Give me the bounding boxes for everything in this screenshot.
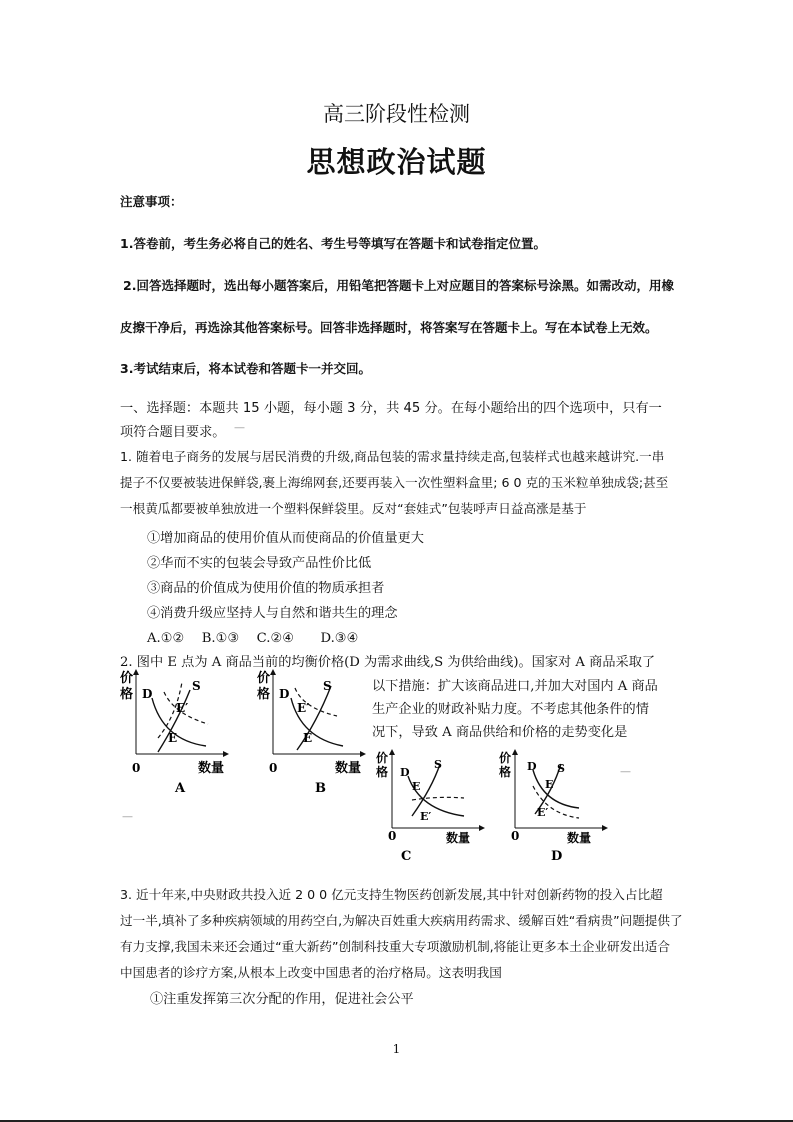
graph-b [255,668,371,796]
page-number: 1 [392,1042,401,1056]
price-label-1: 价 [499,751,512,765]
demand-curve [533,770,579,808]
demand-label: D [142,687,153,701]
price-label-2: 格 [257,687,271,702]
q1-line-1: 1. 随着电子商务的发展与居民消费的升级,商品包装的需求量持续走高,包装样式也越来越讲究.一串 [120,449,665,464]
q3-line-3: 有力支撑,我国未来还会通过“重大新药”创制科技重大专项激励机制,将能让更多本土企业研发出适合 [120,939,670,954]
graph-b-label: B [315,781,326,796]
graph-c-label: C [401,849,412,864]
q3-line-2: 过一半,填补了多种疾病领域的用药空白,为解决百姓重大疾病用药需求、缓解百姓“看病贵”问题提供了 [120,913,683,928]
eq-label: E [412,780,421,793]
quantity-label: 数量 [335,761,362,776]
demand-label: D [527,760,537,773]
supply-label: S [192,679,201,693]
q3-option-1: ①注重发挥第三次分配的作用，促进社会公平 [150,992,414,1007]
section-heading: 一、选择题：本题共 15 小题，每小题 3 分，共 45 分。在每小题给出的四个选项中，只有一 [120,401,662,416]
notes-heading: 注意事项： [120,194,183,209]
eq-new-label: E′ [297,701,310,715]
price-label-2: 格 [376,765,389,779]
note-item-2: 2.回答选择题时，选出每小题答案后，用铅笔把答题卡上对应题目的答案标号涂黑。如需改动，用橡 [123,278,674,293]
demand-label: D [279,687,290,701]
price-label-2: 格 [499,765,512,779]
origin-label: 0 [132,761,141,775]
price-label-1: 价 [120,671,134,686]
price-label-1: 价 [257,671,271,686]
q3-line-4: 中国患者的诊疗方案,从根本上改变中国患者的治疗格局。这表明我国 [120,965,502,980]
eq-new-label: E′ [176,701,189,715]
q1-line-3: 一根黄瓜都要被单独放进一个塑料保鲜袋里。反对“套娃式”包装呼声日益高涨是基于 [120,501,587,516]
subject-title: 思想政治试题 [306,145,487,179]
eq-label: E [545,778,554,791]
price-label-1: 价 [376,751,389,765]
q1-choices: A.①② B.①③ C.②④ D.③④ [147,631,359,646]
quantity-label: 数量 [446,831,471,845]
dash-mark: — [122,810,133,823]
graph-c [372,748,488,866]
price-label-2: 格 [120,687,134,702]
q2-line-1: 2. 图中 E 点为 A 商品当前的均衡价格(D 为需求曲线,S 为供给曲线)。国家对 A 商品采取了 [120,655,656,670]
new-supply-curve [412,797,464,800]
graph-a-label: A [175,781,186,796]
quantity-label: 数量 [567,831,592,845]
origin-label: 0 [511,829,520,843]
eq-new-label: E′ [537,806,549,819]
note-item-3: 3.考试结束后，将本试卷和答题卡一并交回。 [120,361,371,376]
q2-side-line-2: 生产企业的财政补贴力度。不考虑其他条件的情 [372,702,649,717]
exam-title: 高三阶段性检测 [323,102,470,126]
eq-label: E [303,731,313,745]
q2-side-line-3: 况下，导致 A 商品供给和价格的走势变化是 [372,725,628,740]
quantity-label: 数量 [198,761,225,776]
graph-d [495,748,611,866]
graph-d-label: D [551,849,563,864]
q3-line-1: 3. 近十年来,中央财政共投入近 2 0 0 亿元支持生物医药创新发展,其中针对创新药物的投入占比超 [120,887,663,902]
origin-label: 0 [388,829,397,843]
note-item-1: 1.答卷前，考生务必将自己的姓名、考生号等填写在答题卡和试卷指定位置。 [120,236,546,251]
q1-option-2: ②华而不实的包装会导致产品性价比低 [147,556,372,571]
supply-label: S [557,762,565,775]
q1-line-2: 提子不仅要被装进保鲜袋,裹上海绵网套,还要再装入一次性塑料盒里; 6 0 克的玉米粒单独成袋;甚至 [120,475,669,490]
eq-label: E [168,731,178,745]
supply-label: S [434,758,442,771]
section-heading-cont: 项符合题目要求。 [120,425,226,440]
q2-side-line-1: 以下措施：扩大该商品进口,并加大对国内 A 商品 [372,679,658,694]
origin-label: 0 [269,761,278,775]
dash-mark: — [234,421,245,434]
graph-a [118,668,234,796]
q1-option-3: ③商品的价值成为使用价值的物质承担者 [147,581,385,596]
dash-mark: — [620,765,631,778]
q1-option-4: ④消费升级应坚持人与自然和谐共生的理念 [147,606,398,621]
eq-new-label: E′ [420,810,432,823]
demand-label: D [400,766,410,779]
note-item-2-cont: 皮擦干净后，再选涂其他答案标号。回答非选择题时，将答案写在答题卡上。写在本试卷上无效。 [120,320,658,335]
supply-label: S [323,679,332,693]
q1-option-1: ①增加商品的使用价值从而使商品的价值量更大 [147,531,424,546]
